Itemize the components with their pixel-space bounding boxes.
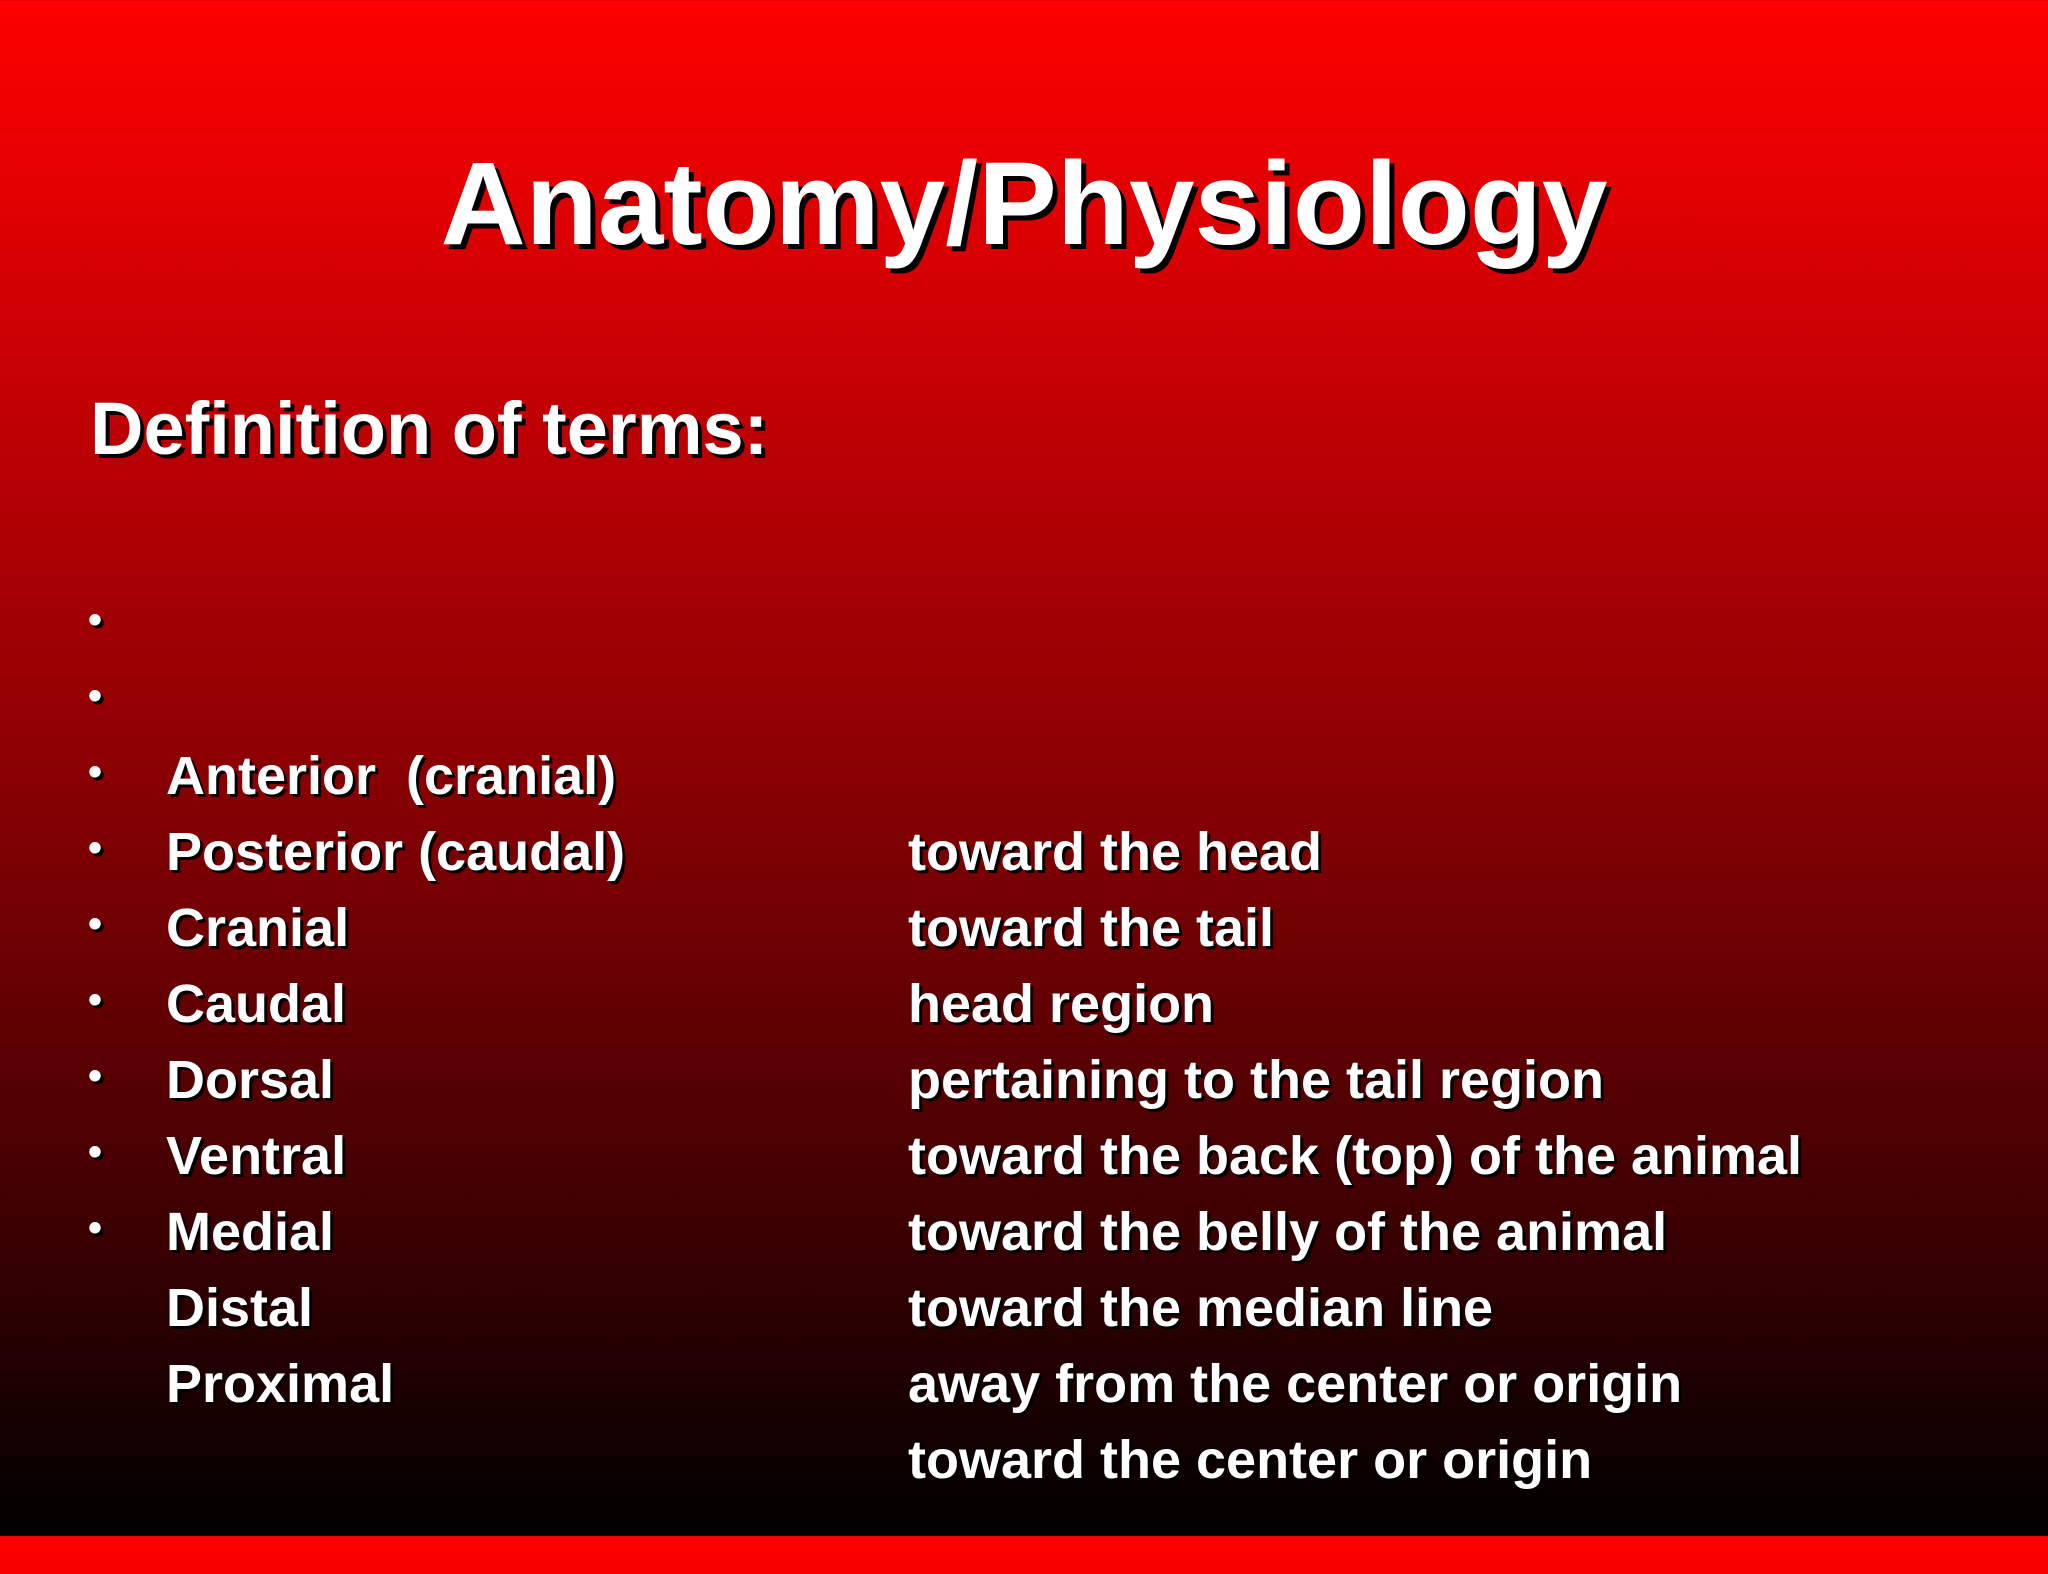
term-label: Posterior (caudal) [166,822,626,882]
bullet-icon: • [88,902,103,946]
term-label: Dorsal [166,1050,335,1110]
bullet-icon: • [88,1130,103,1174]
term-label: Cranial [166,898,350,958]
terms-list [88,586,1988,1490]
term-definition: pertaining to the tail region [908,1050,1605,1110]
term-definition: toward the center or origin [908,1430,1593,1490]
bullet-icon: • [88,1206,103,1250]
bullet-icon: • [88,750,103,794]
bullet-icon: • [88,674,103,718]
bullet-icon: • [88,978,103,1022]
term-definition: head region [908,974,1215,1034]
bullet-icon: • [88,1054,103,1098]
term-definition: away from the center or origin [908,1354,1683,1414]
term-label: Ventral [166,1126,347,1186]
bullet-icon: • [88,598,103,642]
term-definition: toward the median line [908,1278,1494,1338]
term-label: Anterior (cranial) [166,746,617,806]
term-definition: toward the belly of the animal [908,1202,1668,1262]
slide-title: Anatomy/Physiology [440,138,1608,270]
term-definition: toward the tail [908,898,1275,958]
term-label: Proximal [166,1354,395,1414]
term-label: Distal [166,1278,314,1338]
term-definition: toward the back (top) of the animal [908,1126,1803,1186]
term-definition: toward the head [908,822,1323,882]
term-label: Caudal [166,974,347,1034]
term-label: Medial [166,1202,335,1262]
bullet-icon: • [88,826,103,870]
slide-subtitle: Definition of terms: [90,387,769,470]
